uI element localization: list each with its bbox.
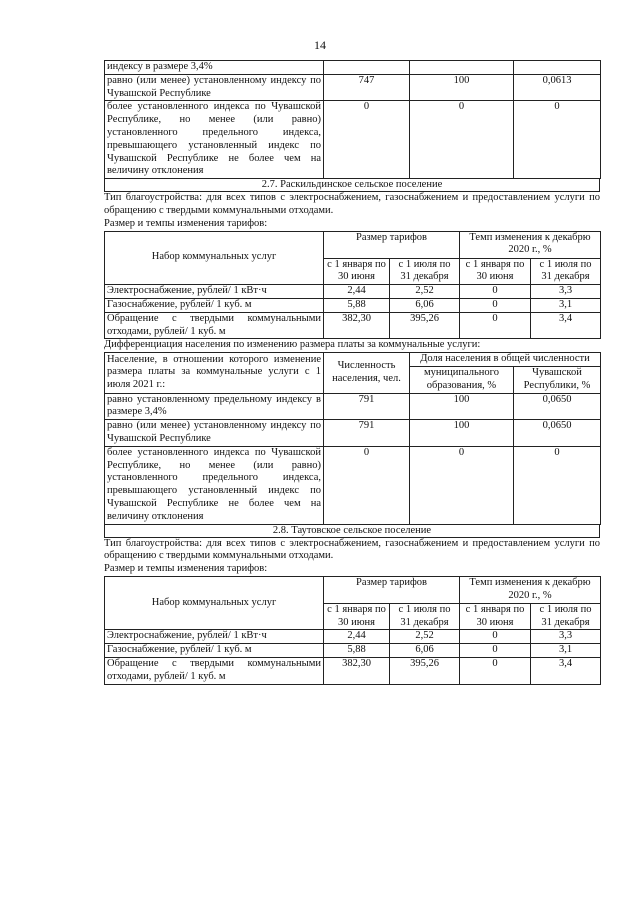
rates-caption: Размер и темпы изменения тарифов: <box>104 217 268 229</box>
row-label: более установленного индекса по Чувашской Республике, но менее (или равно) установленного предельного индекса, превышающего установленный индекс по Чувашской Республике не более чем на величину отклонения <box>105 446 324 524</box>
header-rate: Темп изменения к декабрю 2020 г., % <box>460 231 601 258</box>
row-label: равно (или менее) установленному индексу по Чувашской Республике <box>105 420 324 447</box>
type-text: Тип благоустройства: для всех типов с электроснабжением, газоснабжением и предоставлением услуги по обращению с твердыми коммунальными отходами. <box>104 537 600 562</box>
table-row: Газоснабжение, рублей/ 1 куб. м 5,88 6,06 0 3,1 <box>105 644 601 658</box>
table-row <box>105 101 601 179</box>
row-chr: 0,0613 <box>514 74 601 101</box>
table-row: Обращение с твердыми коммунальными отходами, рублей/ 1 куб. м 382,30 395,26 0 3,4 <box>105 312 601 339</box>
table-row: Газоснабжение, рублей/ 1 куб. м 5,88 6,06 0 3,1 <box>105 298 601 312</box>
table-row <box>105 74 601 101</box>
row-count: 747 <box>324 74 410 101</box>
table-row: более установленного индекса по Чувашской Республике, но менее (или равно) установленного предельного индекса, превышающего установленный индекс по Чувашской Республике не более чем на величину отклонения 0 0 0 <box>105 446 601 524</box>
header-population: Население, в отношении которого изменение размера платы за коммунальные услуги с 1 июля 2021 г.: <box>105 353 324 393</box>
header-share: Доля населения в общей численности <box>410 353 601 367</box>
header-size: Размер тарифов <box>324 576 460 603</box>
header-jan: с 1 января по 30 июня <box>460 258 531 285</box>
section-title: 2.7. Раскильдинское сельское поселение <box>104 179 600 192</box>
row-label: равно (или менее) установленному индексу по Чувашской Республике <box>105 74 324 101</box>
top-diff-table <box>104 60 601 179</box>
row-label: более установленного индекса по Чувашской Республике, но менее (или равно) установленного предельного индекса, превышающего установленный индекс по Чувашской Республике не более чем на величину отклонения <box>105 101 324 179</box>
row-label: равно установленному предельному индексу в размере 3,4% <box>105 393 324 420</box>
header-mun: муниципального образования, % <box>410 366 514 393</box>
service-name: Обращение с твердыми коммунальными отходами, рублей/ 1 куб. м <box>105 658 324 685</box>
table-row <box>105 61 601 75</box>
section-title: 2.8. Таутовское сельское поселение <box>104 525 600 538</box>
service-name: Газоснабжение, рублей/ 1 куб. м <box>105 298 324 312</box>
header-service: Набор коммунальных услуг <box>105 576 324 630</box>
row-mun: 100 <box>410 74 514 101</box>
table-header-row <box>105 231 601 258</box>
row-mun: 0 <box>410 101 514 179</box>
table-row: равно установленному предельному индексу в размере 3,4% 791 100 0,0650 <box>105 393 601 420</box>
header-jan: с 1 января по 30 июня <box>324 258 390 285</box>
table-row: Электроснабжение, рублей/ 1 кВт·ч 2,44 2,52 0 3,3 <box>105 630 601 644</box>
table-row: равно (или менее) установленному индексу по Чувашской Республике 791 100 0,0650 <box>105 420 601 447</box>
document-body <box>104 60 600 685</box>
type-text: Тип благоустройства: для всех типов с электроснабжением, газоснабжением и предоставлением услуги по обращению с твердыми коммунальными отходами. <box>104 192 600 216</box>
header-count: Численность населения, чел. <box>324 353 410 393</box>
header-jan: с 1 января по 30 июня <box>460 603 531 630</box>
header-jul: с 1 июля по 31 декабря <box>390 258 460 285</box>
header-jul: с 1 июля по 31 декабря <box>531 603 601 630</box>
header-rate: Темп изменения к декабрю 2020 г., % <box>460 576 601 603</box>
tariff-table <box>104 231 601 340</box>
header-chr: Чувашской Республики, % <box>514 366 601 393</box>
header-jul: с 1 июля по 31 декабря <box>531 258 601 285</box>
service-name: Электроснабжение, рублей/ 1 кВт·ч <box>105 630 324 644</box>
header-size: Размер тарифов <box>324 231 460 258</box>
rates-caption: Размер и темпы изменения тарифов: <box>104 563 268 575</box>
table-row: Обращение с твердыми коммунальными отходами, рублей/ 1 куб. м 382,30 395,26 0 3,4 <box>105 658 601 685</box>
page-number: 14 <box>314 38 326 52</box>
service-name: Обращение с твердыми коммунальными отходами, рублей/ 1 куб. м <box>105 312 324 339</box>
diff-caption: Дифференциация населения по изменению размера платы за коммунальные услуги: <box>104 339 481 351</box>
table-header-row <box>105 353 601 367</box>
header-service: Набор коммунальных услуг <box>105 231 324 285</box>
tariff-table <box>104 576 601 685</box>
header-jul: с 1 июля по 31 декабря <box>390 603 460 630</box>
service-name: Электроснабжение, рублей/ 1 кВт·ч <box>105 285 324 299</box>
row-chr: 0 <box>514 101 601 179</box>
row-count: 0 <box>324 101 410 179</box>
diff-table <box>104 352 601 524</box>
header-jan: с 1 января по 30 июня <box>324 603 390 630</box>
table-row: Электроснабжение, рублей/ 1 кВт·ч 2,44 2,52 0 3,3 <box>105 285 601 299</box>
service-name: Газоснабжение, рублей/ 1 куб. м <box>105 644 324 658</box>
table-header-row <box>105 576 601 603</box>
cont-text: индексу в размере 3,4% <box>105 61 324 75</box>
